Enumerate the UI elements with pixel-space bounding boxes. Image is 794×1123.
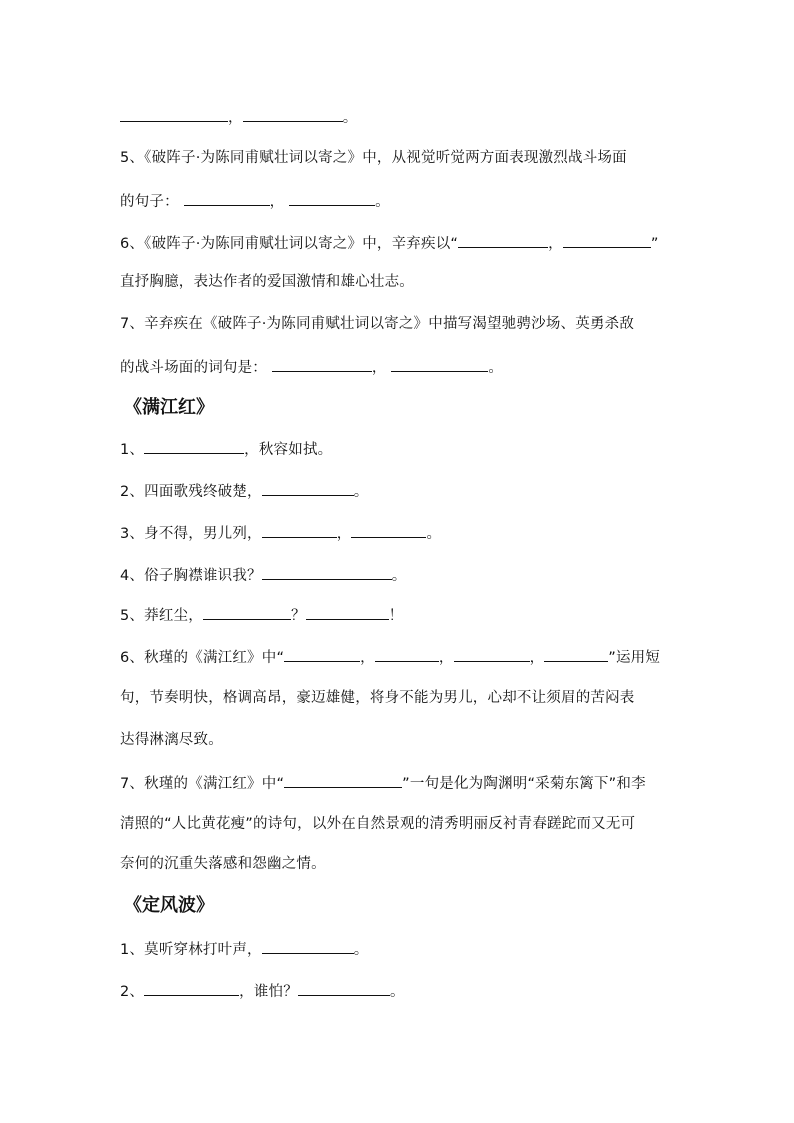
fill-blank[interactable] <box>306 604 389 620</box>
fill-blank[interactable] <box>120 106 228 122</box>
question-m3: 3、身不得，男儿列， ， 。 <box>120 522 441 544</box>
question-7-line-1: 7、辛弃疾在《破阵子·为陈同甫赋壮词以寄之》中描写渴望驰骋沙场、英勇杀敌 <box>120 316 635 332</box>
question-5-line-1: 5、《破阵子·为陈同甫赋壮词以寄之》中，从视觉听觉两方面表现激烈战斗场面 <box>120 150 627 166</box>
question-m7-line-2: 清照的“人比黄花瘦”的诗句，以外在自然景观的清秀明丽反衬青春蹉跎而又无可 <box>120 816 636 832</box>
fill-blank[interactable] <box>458 232 548 248</box>
fill-blank[interactable] <box>563 232 651 248</box>
question-m5: 5、莽红尘， ？ ！ <box>120 604 403 626</box>
question-m6-line-1: 6、秋瑾的《满江红》中“ ， ， ， ”运用短 <box>120 646 660 668</box>
question-m7-line-1: 7、秋瑾的《满江红》中“ ”一句是化为陶渊明“采菊东篱下”和李 <box>120 772 646 794</box>
fill-blank[interactable] <box>351 522 426 538</box>
fill-blank[interactable] <box>375 646 439 662</box>
fill-blank[interactable] <box>144 980 239 996</box>
question-6-line-2: 直抒胸臆，表达作者的爱国激情和雄心壮志。 <box>120 274 414 290</box>
fill-blank[interactable] <box>262 564 392 580</box>
question-m6-line-2: 句，节奏明快，格调高昂，豪迈雄健，将身不能为男儿，心却不让须眉的苦闷表 <box>120 690 635 706</box>
fill-blank[interactable] <box>144 438 244 454</box>
document-page <box>120 0 690 1123</box>
question-d1: 1、莫听穿林打叶声， 。 <box>120 938 368 960</box>
fill-blank[interactable] <box>454 646 530 662</box>
question-m7-line-3: 奈何的沉重失落感和怨幽之情。 <box>120 856 326 872</box>
fill-blank[interactable] <box>262 480 354 496</box>
section-title-man-jiang-hong: 《满江红》 <box>124 397 214 418</box>
question-m4: 4、俗子胸襟谁识我？ 。 <box>120 564 406 586</box>
fill-blank[interactable] <box>262 522 337 538</box>
section-title-ding-feng-bo: 《定风波》 <box>124 895 214 916</box>
fill-blank[interactable] <box>391 356 488 372</box>
fill-blank[interactable] <box>243 106 343 122</box>
fill-blank[interactable] <box>284 646 360 662</box>
answer-line-previous: ， 。 <box>120 106 357 128</box>
fill-blank[interactable] <box>544 646 608 662</box>
fill-blank[interactable] <box>284 772 402 788</box>
fill-blank[interactable] <box>203 604 291 620</box>
fill-blank[interactable] <box>184 190 270 206</box>
fill-blank[interactable] <box>289 190 375 206</box>
fill-blank[interactable] <box>298 980 390 996</box>
question-m1: 1、 ，秋容如拭。 <box>120 438 332 460</box>
fill-blank[interactable] <box>262 938 354 954</box>
question-6-line-1: 6、《破阵子·为陈同甫赋壮词以寄之》中，辛弃疾以“ ， ” <box>120 232 659 254</box>
fill-blank[interactable] <box>272 356 372 372</box>
question-5-line-2: 的句子： ， 。 <box>120 190 390 212</box>
question-m2: 2、四面歌残终破楚， 。 <box>120 480 368 502</box>
question-d2: 2、 ，谁怕？ 。 <box>120 980 405 1002</box>
question-7-line-2: 的战斗场面的词句是： ， 。 <box>120 356 503 378</box>
question-m6-line-3: 达得淋漓尽致。 <box>120 732 223 748</box>
